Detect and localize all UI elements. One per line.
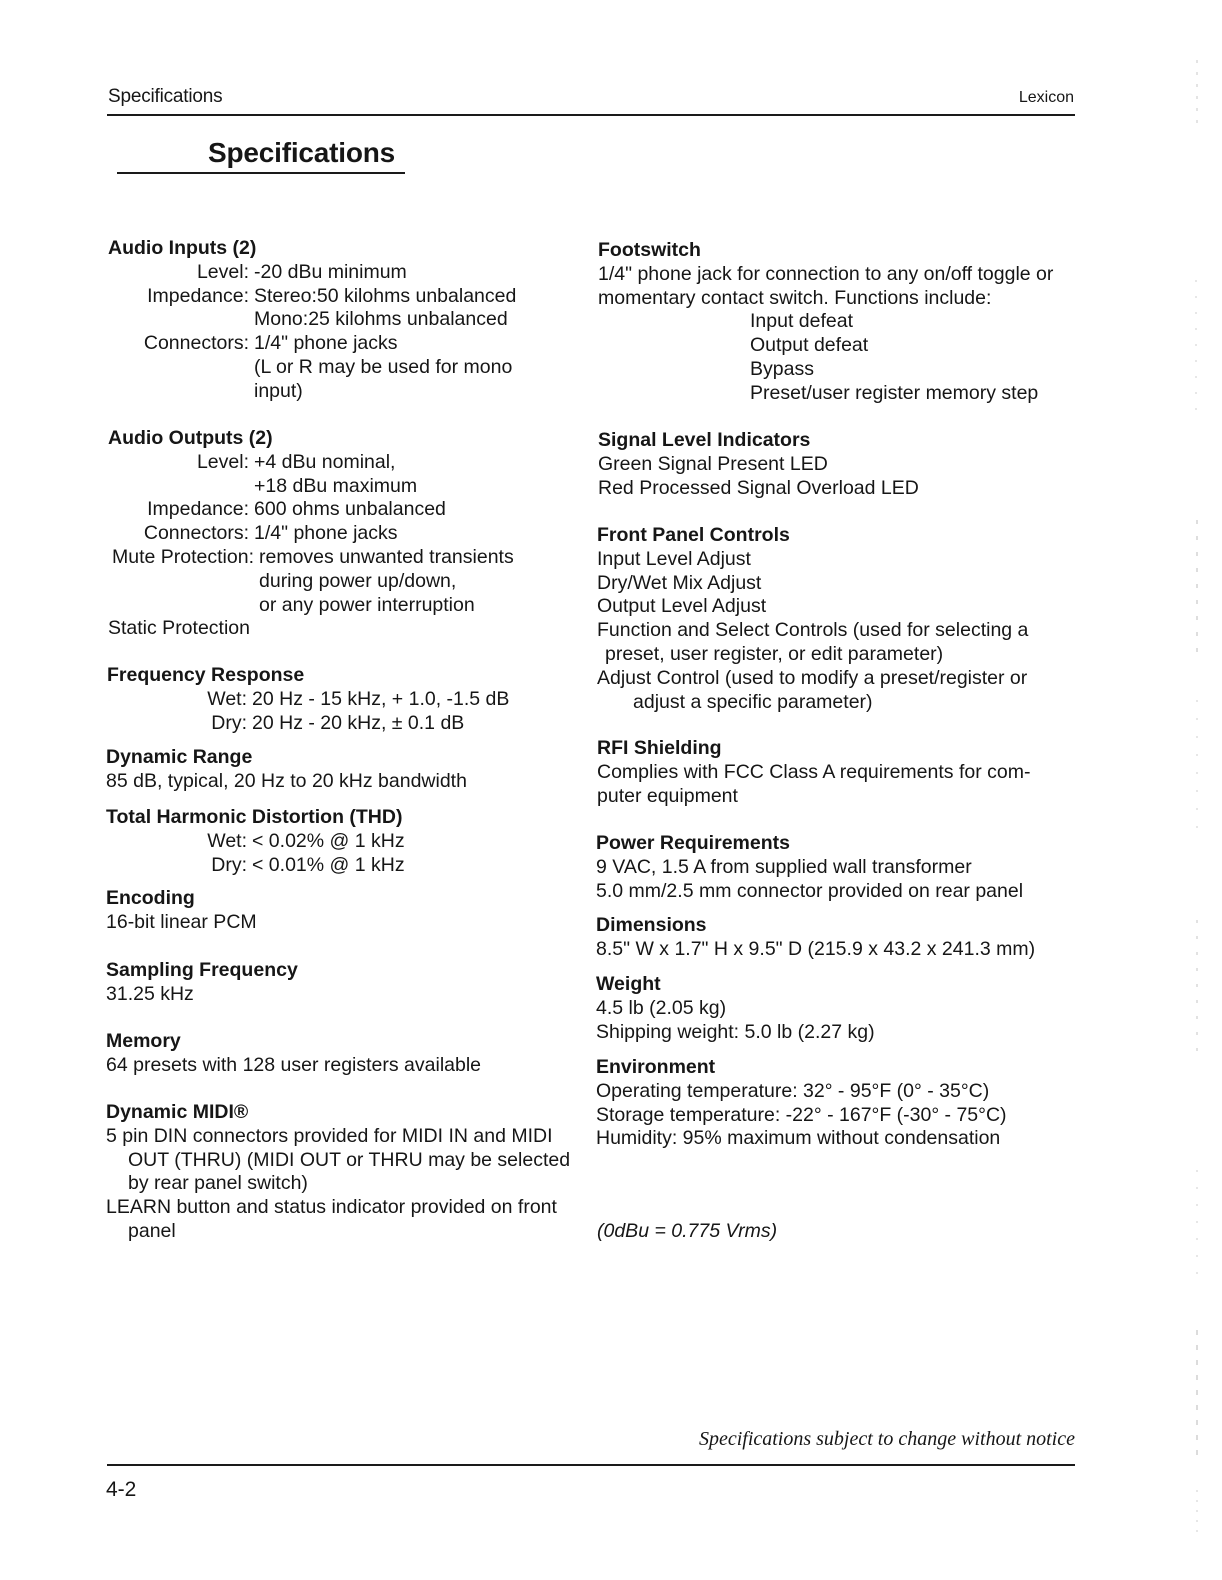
dynamic-range-heading: Dynamic Range — [106, 746, 253, 768]
thd-section — [106, 806, 405, 877]
front-panel-section — [597, 524, 1057, 714]
spec-value: Mono:25 kilohms unbalanced — [254, 308, 508, 331]
spec-label: Level: — [196, 450, 249, 473]
page-number: 4-2 — [106, 1478, 137, 1501]
spec-value: < 0.01% @ 1 kHz — [252, 853, 405, 876]
static-protection: Static Protection — [108, 617, 250, 640]
spec-label: Mute Protection: — [112, 545, 254, 568]
rfi-section — [597, 737, 1047, 808]
front-panel-adjust-line: Adjust Control (used to modify a preset/register or adjust a specific parameter) — [597, 666, 1028, 713]
header-rule — [107, 114, 1075, 116]
dynamic-range-text: 85 dB, typical, 20 Hz to 20 kHz bandwidth — [106, 769, 467, 792]
spec-value: 1/4" phone jacks — [254, 332, 398, 355]
footswitch-function: Input defeat — [750, 310, 854, 333]
spec-value: -20 dBu minimum — [254, 260, 407, 283]
spec-label: Connectors: — [143, 522, 249, 545]
memory-section — [106, 1030, 481, 1078]
front-panel-line: Input Level Adjust — [597, 547, 751, 570]
front-panel-function-line: Function and Select Controls (used for selecting a preset, user register, or edit parameter) — [597, 619, 1029, 665]
audio-outputs-heading: Audio Outputs (2) — [108, 427, 273, 449]
footswitch-section — [598, 239, 1078, 406]
midi-heading: Dynamic MIDI® — [106, 1101, 249, 1123]
weight-line: Shipping weight: 5.0 lb (2.27 kg) — [596, 1020, 875, 1043]
footswitch-text: 1/4" phone jack for connection to any on/off toggle or momentary contact switch. Functions include: — [598, 262, 1054, 309]
spec-value: during power up/down, — [259, 569, 457, 592]
dimensions-heading: Dimensions — [596, 914, 707, 936]
front-panel-line: Dry/Wet Mix Adjust — [597, 571, 762, 594]
signal-level-heading: Signal Level Indicators — [598, 429, 811, 451]
footswitch-function: Bypass — [750, 357, 814, 380]
power-section — [596, 832, 1023, 903]
encoding-section — [106, 887, 257, 935]
memory-text: 64 presets with 128 user registers available — [106, 1053, 482, 1076]
spec-value: +18 dBu maximum — [254, 474, 418, 497]
sampling-text: 31.25 kHz — [106, 982, 194, 1005]
midi-connectors-text: 5 pin DIN connectors provided for MIDI IN and MIDI OUT (THRU) (MIDI OUT or THRU may be selected by rear panel switch) — [106, 1124, 571, 1195]
dimensions-text: 8.5" W x 1.7" H x 9.5" D (215.9 x 43.2 x 241.3 mm) — [596, 937, 1036, 960]
change-notice: Specifications subject to change without notice — [698, 1428, 1075, 1450]
spec-label: Level: — [196, 260, 249, 283]
environment-line: Operating temperature: 32° - 95°F (0° - 35°C) — [596, 1079, 990, 1102]
signal-level-line: Red Processed Signal Overload LED — [598, 476, 919, 499]
spec-label: Connectors: — [143, 332, 249, 355]
environment-heading: Environment — [596, 1056, 716, 1078]
signal-level-line: Green Signal Present LED — [598, 452, 828, 475]
environment-line: Storage temperature: -22° - 167°F (-30° - 75°C) — [596, 1103, 1007, 1126]
footswitch-heading: Footswitch — [598, 239, 701, 261]
frequency-response-heading: Frequency Response — [107, 664, 305, 686]
spec-value: or any power interruption — [259, 593, 475, 616]
spec-value: input) — [254, 379, 303, 402]
audio-inputs-heading: Audio Inputs (2) — [108, 237, 257, 259]
scan-edge-marks — [1180, 20, 1204, 1560]
running-header-brand: Lexicon — [1018, 89, 1074, 106]
power-line: 9 VAC, 1.5 A from supplied wall transformer — [596, 855, 972, 878]
sampling-section — [106, 959, 298, 1007]
spec-label: Dry: — [211, 711, 247, 734]
title-underline — [117, 172, 405, 174]
environment-line: Humidity: 95% maximum without condensation — [596, 1127, 1001, 1150]
environment-section — [596, 1056, 1007, 1151]
spec-label: Impedance: — [147, 498, 249, 521]
spec-value: 20 Hz - 20 kHz, ± 0.1 dB — [252, 711, 465, 734]
dbu-footnote: (0dBu = 0.775 Vrms) — [597, 1220, 778, 1242]
midi-learn-text: LEARN button and status indicator provided on front panel — [106, 1196, 557, 1242]
rfi-heading: RFI Shielding — [597, 737, 722, 759]
encoding-heading: Encoding — [106, 887, 195, 909]
spec-value: 1/4" phone jacks — [254, 522, 398, 545]
spec-value: 600 ohms unbalanced — [254, 498, 446, 521]
spec-value: < 0.02% @ 1 kHz — [252, 829, 405, 852]
weight-section — [596, 973, 875, 1044]
front-panel-line: Output Level Adjust — [597, 595, 767, 618]
spec-label: Dry: — [211, 853, 247, 876]
signal-level-section — [598, 429, 919, 500]
weight-heading: Weight — [596, 973, 661, 995]
weight-line: 4.5 lb (2.05 kg) — [596, 996, 727, 1019]
spec-value: 20 Hz - 15 kHz, + 1.0, -1.5 dB — [252, 687, 510, 710]
dimensions-section — [596, 914, 1035, 962]
front-panel-heading: Front Panel Controls — [597, 524, 790, 546]
power-line: 5.0 mm/2.5 mm connector provided on rear panel — [596, 879, 1024, 902]
memory-heading: Memory — [106, 1030, 181, 1052]
frequency-response-section — [107, 664, 509, 735]
spec-value: removes unwanted transients — [259, 545, 514, 568]
audio-inputs-section — [108, 237, 516, 404]
encoding-text: 16-bit linear PCM — [106, 910, 257, 933]
running-header-section: Specifications — [108, 86, 223, 107]
spec-label: Wet: — [207, 829, 247, 852]
spec-label: Impedance: — [147, 284, 249, 307]
spec-value: +4 dBu nominal, — [254, 450, 396, 473]
spec-label: Wet: — [207, 687, 247, 710]
footswitch-function: Preset/user register memory step — [750, 381, 1039, 404]
page-title: Specifications — [208, 137, 396, 168]
audio-outputs-section — [108, 427, 514, 641]
midi-section — [106, 1101, 576, 1244]
dynamic-range-section — [106, 746, 467, 794]
sampling-heading: Sampling Frequency — [106, 959, 298, 981]
spec-value: (L or R may be used for mono — [254, 355, 513, 378]
thd-heading: Total Harmonic Distortion (THD) — [106, 806, 403, 828]
footswitch-function: Output defeat — [750, 334, 869, 357]
rfi-text: Complies with FCC Class A requirements for com- puter equipment — [597, 760, 1031, 807]
power-heading: Power Requirements — [596, 832, 790, 854]
footer-rule — [107, 1464, 1075, 1466]
spec-value: Stereo:50 kilohms unbalanced — [254, 284, 517, 307]
